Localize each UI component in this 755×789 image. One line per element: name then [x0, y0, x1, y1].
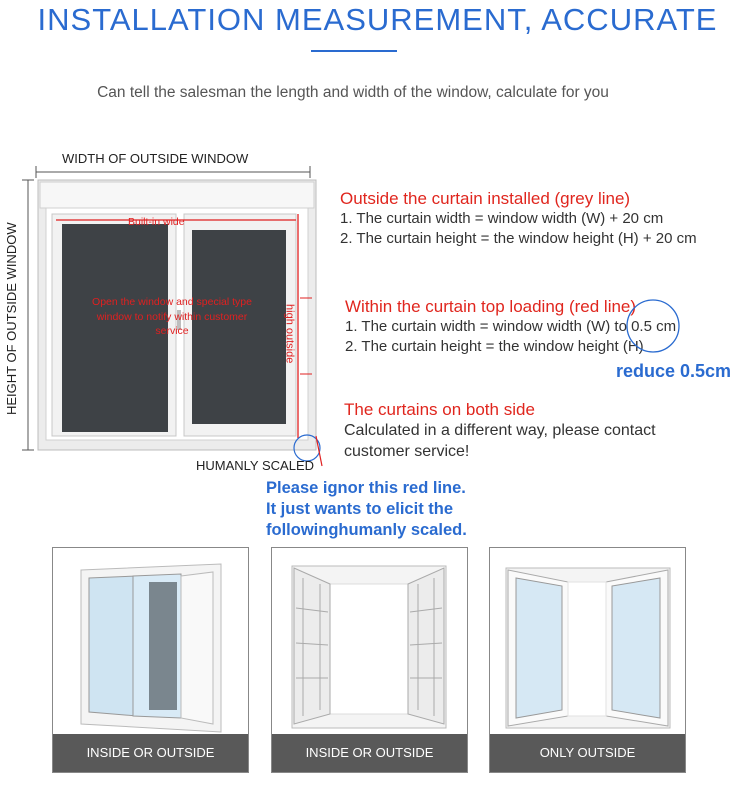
ignore-note-line-1: Please ignor this red line. [266, 479, 466, 497]
window-card-sliding [52, 547, 249, 773]
card-label: ONLY OUTSIDE [490, 734, 685, 772]
window-card-french [271, 547, 468, 773]
within-line-2: 2. The curtain height = the window height (H) [345, 338, 644, 355]
casement-window-image [490, 548, 684, 736]
outside-heading: Outside the curtain installed (grey line) [340, 189, 631, 208]
card-label: INSIDE OR OUTSIDE [272, 734, 467, 772]
reduce-highlight-circles [600, 296, 700, 356]
window-diagram [0, 0, 340, 470]
ignore-note-line-2: It just wants to elicit the [266, 499, 454, 518]
both-side-heading: The curtains on both side [344, 400, 535, 419]
high-outside-label: high outside [283, 304, 296, 364]
window-card-casement [489, 547, 686, 773]
outside-line-1: 1. The curtain width = window width (W) + 20 cm [340, 210, 664, 227]
french-window-image [272, 548, 466, 736]
width-label: WIDTH OF OUTSIDE WINDOW [62, 151, 249, 166]
built-in-wide-note: Built-in wide [128, 216, 185, 228]
within-heading: Within the curtain top loading (red line) [345, 297, 637, 316]
sliding-window-image [53, 548, 247, 736]
height-label: HEIGHT OF OUTSIDE WINDOW [4, 222, 19, 415]
ignore-red-line-note [266, 478, 467, 540]
card-label: INSIDE OR OUTSIDE [53, 734, 248, 772]
open-window-note: Open the window and special type window to notify within customer service [92, 296, 252, 338]
within-line-1: 1. The curtain width = window width (W) to 0.5 cm [345, 318, 677, 335]
both-side-body: Calculated in a different way, please contact customer service! [344, 422, 656, 460]
humanly-scaled-label: HUMANLY SCALED [196, 458, 314, 473]
page-title: INSTALLATION MEASUREMENT, ACCURATE [37, 2, 718, 37]
ignore-note-line-3: followinghumanly scaled. [266, 520, 467, 539]
page-subtitle: Can tell the salesman the length and width of the window, calculate for you [97, 84, 609, 101]
reduce-note: reduce 0.5cm [616, 361, 732, 381]
outside-line-2: 2. The curtain height = the window height (H) + 20 cm [340, 230, 697, 247]
